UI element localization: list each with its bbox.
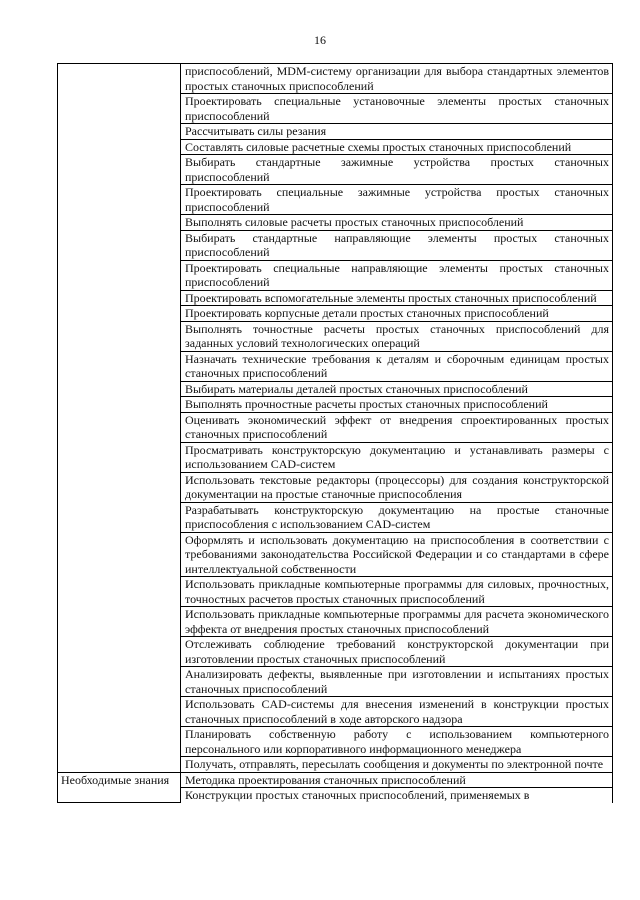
table-row — [58, 772, 613, 788]
table-cell: Конструкции простых станочных приспособлений, применяемых в — [181, 788, 613, 803]
skills-label-cell — [58, 64, 181, 773]
table-cell: Оценивать экономический эффект от внедрения спроектированных простых станочных приспособлений — [181, 412, 613, 442]
table-cell: приспособлений, MDM-систему организации для выбора стандартных элементов простых станочных приспособлений — [181, 64, 613, 94]
table-cell: Проектировать специальные установочные элементы простых станочных приспособлений — [181, 94, 613, 124]
table-cell: Проектировать корпусные детали простых станочных приспособлений — [181, 306, 613, 322]
table-cell: Оформлять и использовать документацию на приспособления в соответствии с требованиями законодательства Российской Федерации и со стандартами в сфере интеллектуальной собственности — [181, 532, 613, 577]
table-cell: Рассчитывать силы резания — [181, 124, 613, 140]
table-cell: Выполнять прочностные расчеты простых станочных приспособлений — [181, 397, 613, 413]
page-number: 16 — [314, 33, 326, 47]
table-cell: Выбирать стандартные направляющие элементы простых станочных приспособлений — [181, 230, 613, 260]
table-cell: Просматривать конструкторскую документацию и устанавливать размеры с использованием CAD-систем — [181, 442, 613, 472]
table-cell: Планировать собственную работу с использованием компьютерного персонального или корпоративного информационного менеджера — [181, 727, 613, 757]
table-row — [58, 64, 613, 94]
table-cell: Выполнять точностные расчеты простых станочных приспособлений для заданных условий технологических операций — [181, 321, 613, 351]
table-cell: Методика проектирования станочных приспособлений — [181, 772, 613, 788]
table-cell: Использовать прикладные компьютерные программы для расчета экономического эффекта от внедрения простых станочных приспособлений — [181, 607, 613, 637]
table-cell: Проектировать специальные направляющие элементы простых станочных приспособлений — [181, 260, 613, 290]
table-cell: Составлять силовые расчетные схемы простых станочных приспособлений — [181, 139, 613, 155]
table-cell: Использовать CAD-системы для внесения изменений в конструкции простых станочных приспособлений в ходе авторского надзора — [181, 697, 613, 727]
table-cell: Получать, отправлять, пересылать сообщения и документы по электронной почте — [181, 757, 613, 773]
table-cell: Проектировать вспомогательные элементы простых станочных приспособлений — [181, 290, 613, 306]
table-cell: Проектировать специальные зажимные устройства простых станочных приспособлений — [181, 185, 613, 215]
table-cell: Выполнять силовые расчеты простых станочных приспособлений — [181, 215, 613, 231]
table-cell: Использовать текстовые редакторы (процессоры) для создания конструкторской документации на простые станочные приспособления — [181, 472, 613, 502]
knowledge-label-cell: Необходимые знания — [58, 772, 181, 803]
table-cell: Назначать технические требования к деталям и сборочным единицам простых станочных приспособлений — [181, 351, 613, 381]
table-cell: Анализировать дефекты, выявленные при изготовлении и испытаниях простых станочных приспособлений — [181, 667, 613, 697]
table-cell: Отслеживать соблюдение требований конструкторской документации при изготовлении простых станочных приспособлений — [181, 637, 613, 667]
requirements-table — [57, 63, 613, 803]
table-cell: Выбирать материалы деталей простых станочных приспособлений — [181, 381, 613, 397]
table-cell: Разрабатывать конструкторскую документацию на простые станочные приспособления с использованием CAD-систем — [181, 502, 613, 532]
table-cell: Выбирать стандартные зажимные устройства простых станочных приспособлений — [181, 155, 613, 185]
table-cell: Использовать прикладные компьютерные программы для силовых, прочностных, точностных расчетов простых станочных приспособлений — [181, 577, 613, 607]
